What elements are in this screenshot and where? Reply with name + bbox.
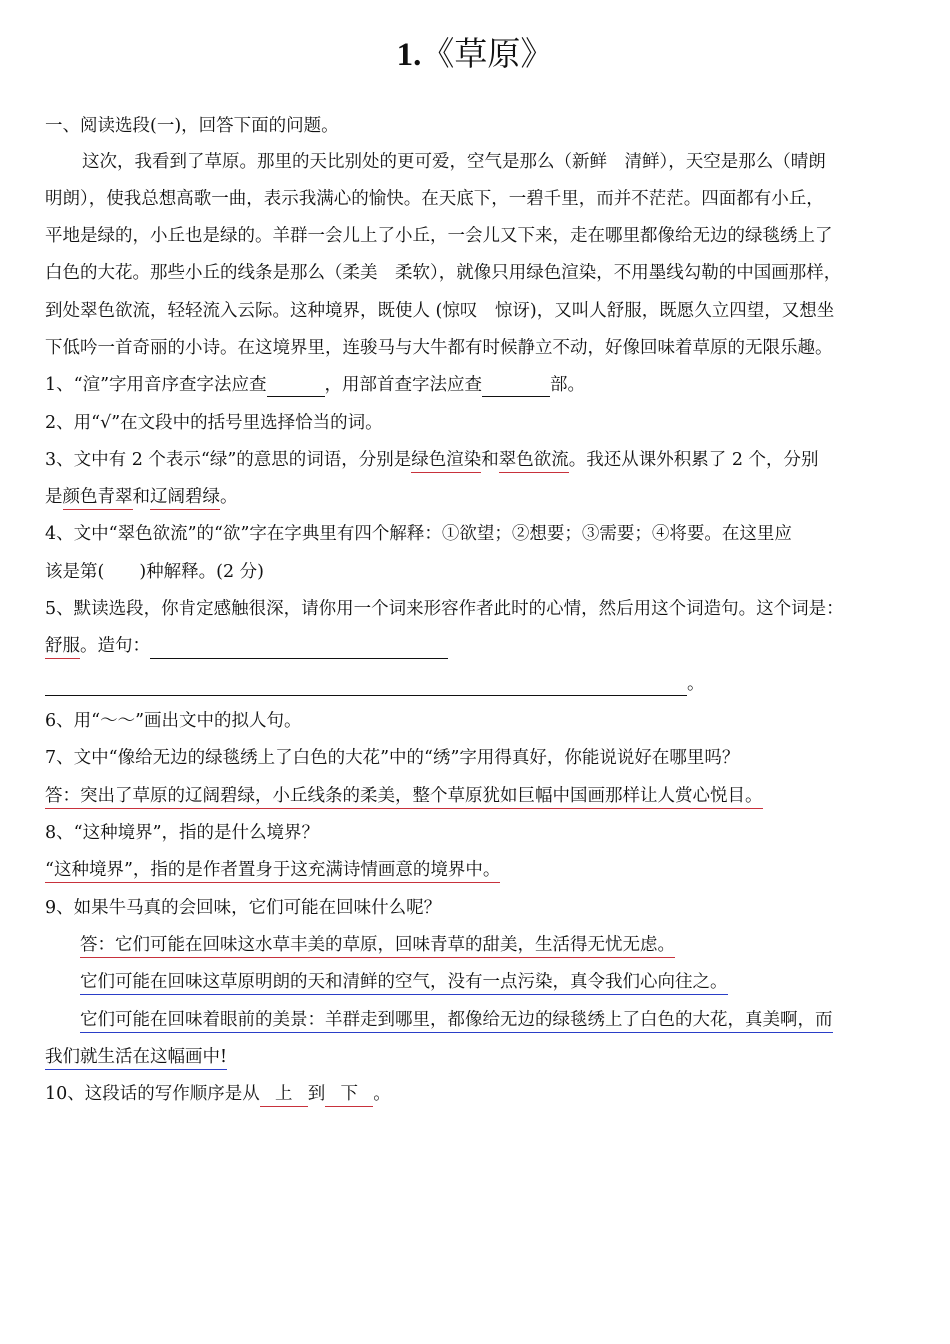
answer-10-2: 下 (325, 1082, 373, 1107)
question-5-line-3: 。 (45, 672, 907, 696)
answer-9-line-2 (80, 970, 942, 994)
answer-9-line-3 (80, 1008, 942, 1032)
question-1: 1、“渲”字用音序查字法应查 ，用部首查字法应查 部。 (45, 375, 586, 395)
answer-3-4: 辽阔碧绿 (150, 487, 220, 510)
passage-line-1: 这次，我看到了草原。那里的天比别处的更可爱，空气是那么（新鲜 清鲜），天空是那么（晴朗 (82, 152, 826, 172)
page-title (0, 30, 950, 79)
question-4-line-1: 4、文中“翠色欲流”的“欲”字在字典里有四个解释：①欲望；②想要；③需要；④将要。在这里应 (45, 524, 792, 544)
question-2: 2、用“√”在文段中的括号里选择恰当的词。 (45, 413, 383, 433)
passage-line-6: 下低吟一首奇丽的小诗。在这境界里，连骏马与大牛都有时候静立不动，好像回味着草原的无限乐趣。 (45, 338, 833, 358)
section-heading: 一、阅读选段(一)，回答下面的问题。 (45, 116, 339, 136)
answer-7-line (45, 784, 907, 808)
question-8: 8、“这种境界”，指的是什么境界？ (45, 823, 320, 843)
title-text: 《草原》 (421, 34, 554, 73)
question-6: 6、用“～～”画出文中的拟人句。 (45, 711, 302, 731)
question-4-line-2: 该是第( )种解释。(2 分) (45, 562, 265, 582)
answer-9-3a: 它们可能在回味着眼前的美景：羊群走到哪里，都像给无边的绿毯绣上了白色的大花，真美啊，而 (80, 1010, 833, 1033)
passage-line-5: 到处翠色欲流，轻轻流入云际。这种境界，既使人 (惊叹 惊讶)，又叫人舒服，既愿久立四望，又想坐 (45, 301, 835, 321)
question-5-line-2: 舒服。造句： (45, 634, 907, 659)
answer-3-3: 颜色青翠 (63, 487, 133, 510)
answer-blank-1a[interactable] (267, 376, 325, 397)
question-3-line-1: 3、文中有 2 个表示“绿”的意思的词语，分别是绿色渲染和翠色欲流。我还从课外积累了 2 个，分别 (45, 448, 907, 472)
answer-5-word: 舒服 (45, 636, 80, 659)
question-5-line-1: 5、默读选段，你肯定感触很深，请你用一个词来形容作者此时的心情，然后用这个词造句。这个词是： (45, 599, 844, 619)
question-7: 7、文中“像给无边的绿毯绣上了白色的大花”中的“绣”字用得真好，你能说说好在哪里吗？ (45, 748, 740, 768)
passage-line-2: 明朗），使我总想高歌一曲，表示我满心的愉快。在天底下，一碧千里，而并不茫茫。四面都有小丘， (45, 189, 824, 209)
answer-10-1: 上 (260, 1082, 308, 1107)
answer-9-1: 答：它们可能在回味这水草丰美的草原，回味青草的甜美，生活得无忧无虑。 (80, 935, 675, 958)
answer-9-line-4 (45, 1045, 907, 1069)
sentence-blank-1[interactable] (150, 638, 448, 659)
passage-line-4: 白色的大花。那些小丘的线条是那么（柔美 柔软），就像只用绿色渲染，不用墨线勾勒的中国画那样， (45, 263, 842, 283)
answer-3-1: 绿色渲染 (411, 450, 481, 473)
answer-9-3b: 我们就生活在这幅画中! (45, 1047, 227, 1070)
question-3-line-2: 是颜色青翠和辽阔碧绿。 (45, 485, 907, 509)
answer-3-2: 翠色欲流 (499, 450, 569, 473)
answer-7: 答：突出了草原的辽阔碧绿，小丘线条的柔美，整个草原犹如巨幅中国画那样让人赏心悦目。 (45, 786, 763, 809)
passage-line-3: 平地是绿的，小丘也是绿的。羊群一会儿上了小丘，一会儿又下来，走在哪里都像给无边的绿毯绣上了 (45, 226, 833, 246)
answer-9-line-1 (80, 933, 942, 957)
answer-8-line (45, 858, 907, 882)
answer-9-2: 它们可能在回味这草原明朗的天和清鲜的空气，没有一点污染，真令我们心向往之。 (80, 972, 728, 995)
answer-8: “这种境界”，指的是作者置身于这充满诗情画意的境界中。 (45, 860, 500, 883)
title-number: 1. (396, 37, 422, 73)
question-10: 10、这段话的写作顺序是从 上 到 下 。 (45, 1082, 907, 1107)
sentence-blank-2[interactable] (45, 675, 687, 696)
answer-blank-1b[interactable] (482, 376, 550, 397)
question-9: 9、如果牛马真的会回味，它们可能在回味什么呢？ (45, 898, 442, 918)
